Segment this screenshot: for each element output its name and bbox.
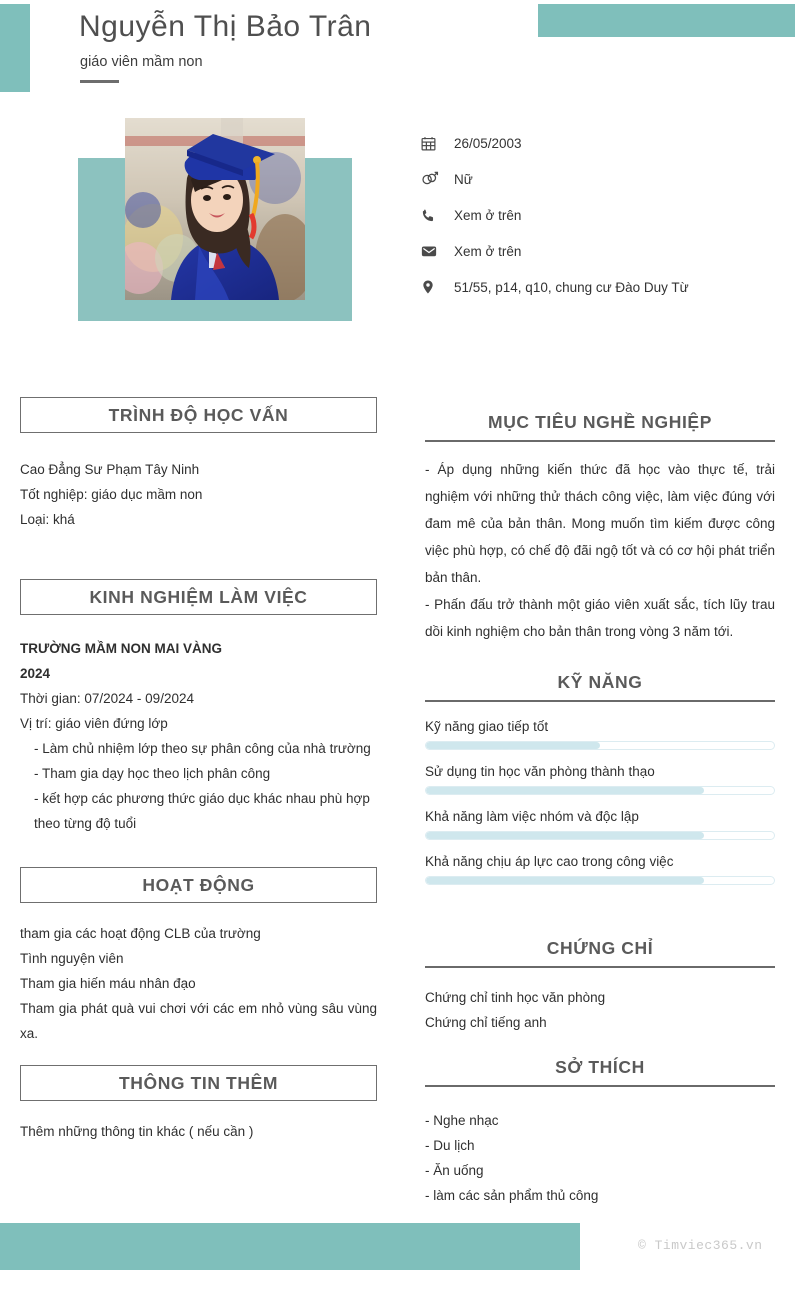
experience-time: Thời gian: 07/2024 - 09/2024: [20, 691, 194, 706]
section-activities: [20, 867, 377, 1046]
skill-item: [425, 809, 775, 840]
experience-duty: - Tham gia dạy học theo lịch phân công: [34, 766, 271, 781]
experience-company: TRƯỜNG MẦM NON MAI VÀNG: [20, 641, 222, 656]
activity-line: tham gia các hoạt động CLB của trường: [20, 926, 261, 941]
activities-heading: HOẠT ĐỘNG: [20, 867, 377, 903]
section-experience: [20, 579, 377, 836]
section-additional-info: [20, 1065, 377, 1144]
hobbies-heading: SỞ THÍCH: [425, 1057, 775, 1087]
experience-duty: - kết hợp các phương thức giáo dục khác nhau phù hợp: [34, 791, 370, 806]
education-line: Tốt nghiệp: giáo dục mầm non: [20, 487, 203, 502]
contact-row-email: [420, 233, 790, 269]
activity-paragraph: Tham gia phát quà vui chơi với các em nhỏ vùng sâu vùng xa.: [20, 1001, 377, 1041]
calendar-icon: [420, 135, 454, 152]
hobby-line: - Ăn uống: [425, 1163, 484, 1178]
contact-value-address: 51/55, p14, q10, chung cư Đào Duy Từ: [454, 279, 689, 295]
objective-heading: MỤC TIÊU NGHỀ NGHIỆP: [425, 412, 775, 442]
contact-row-phone: [420, 197, 790, 233]
teal-accent-left-top: [0, 4, 30, 92]
contact-row-address: [420, 269, 790, 305]
contact-value-email: Xem ở trên: [454, 243, 522, 259]
contact-value-phone: Xem ở trên: [454, 207, 522, 223]
hobby-line: - làm các sản phẩm thủ công: [425, 1188, 599, 1203]
objective-paragraph-2: - Phấn đấu trở thành một giáo viên xuất sắc, tích lũy trau dồi kinh nghiệm cho bản thân trong vòng 3 năm tới.: [425, 597, 775, 639]
gender-icon: [420, 170, 454, 189]
additional-info-line: Thêm những thông tin khác ( nếu cần ): [20, 1124, 254, 1139]
education-line: Loại: khá: [20, 512, 75, 527]
experience-duty: - Làm chủ nhiệm lớp theo sự phân công của nhà trường: [34, 741, 371, 756]
skill-progress-track: [425, 741, 775, 750]
skill-progress-track: [425, 831, 775, 840]
location-pin-icon: [420, 278, 454, 296]
education-line: Cao Đẳng Sư Phạm Tây Ninh: [20, 462, 200, 477]
hobby-line: - Du lịch: [425, 1138, 475, 1153]
candidate-job-title: giáo viên mầm non: [80, 54, 203, 70]
phone-icon: [420, 207, 454, 224]
contact-row-gender: [420, 161, 790, 197]
watermark: © Timviec365.vn: [638, 1238, 763, 1253]
skill-label: Khả năng làm việc nhóm và độc lập: [425, 809, 639, 824]
skill-progress-track: [425, 786, 775, 795]
job-title-underline: [80, 80, 119, 83]
education-heading: TRÌNH ĐỘ HỌC VẤN: [20, 397, 377, 433]
section-objective: [425, 412, 775, 645]
skill-item: [425, 764, 775, 795]
experience-duty: theo từng độ tuổi: [34, 816, 137, 831]
skill-label: Kỹ năng giao tiếp tốt: [425, 719, 549, 734]
hobby-line: - Nghe nhạc: [425, 1113, 499, 1128]
skill-label: Khả năng chịu áp lực cao trong công việc: [425, 854, 674, 869]
section-hobbies: [425, 1057, 775, 1208]
skill-progress-fill: [426, 742, 600, 749]
skill-progress-fill: [426, 832, 704, 839]
section-certificates: [425, 938, 775, 1035]
contact-value-birthday: 26/05/2003: [454, 135, 522, 151]
certificate-line: Chứng chỉ tinh học văn phòng: [425, 990, 606, 1005]
experience-heading: KINH NGHIỆM LÀM VIỆC: [20, 579, 377, 615]
certificates-heading: CHỨNG CHỈ: [425, 938, 775, 968]
objective-paragraph-1: - Áp dụng những kiến thức đã học vào thực tế, trải nghiệm với những thử thách công việc, làm việc đúng với đam mê của bản thân. Mong muốn tìm kiếm được công việc phù hợp, có chế độ đãi ngộ tốt và có cơ hội phát triển bản thân.: [425, 462, 775, 585]
teal-accent-bottom: [0, 1223, 580, 1270]
skill-progress-fill: [426, 787, 704, 794]
experience-year: 2024: [20, 666, 51, 681]
skill-progress-track: [425, 876, 775, 885]
activity-line: Tham gia hiến máu nhân đạo: [20, 976, 196, 991]
contact-info-list: [420, 125, 790, 305]
certificate-line: Chứng chỉ tiếng anh: [425, 1015, 547, 1030]
skill-label: Sử dụng tin học văn phòng thành thạo: [425, 764, 655, 779]
section-skills: [425, 672, 775, 899]
skill-progress-fill: [426, 877, 704, 884]
email-icon: [420, 242, 454, 260]
skill-item: [425, 854, 775, 885]
experience-position: Vị trí: giáo viên đứng lớp: [20, 716, 168, 731]
section-education: [20, 397, 377, 532]
candidate-name: Nguyễn Thị Bảo Trân: [79, 10, 372, 43]
contact-value-gender: Nữ: [454, 171, 473, 187]
teal-accent-right-top: [538, 4, 795, 37]
additional-info-heading: THÔNG TIN THÊM: [20, 1065, 377, 1101]
contact-row-birthday: [420, 125, 790, 161]
activity-line: Tình nguyện viên: [20, 951, 124, 966]
skill-item: [425, 719, 775, 750]
candidate-photo: [125, 118, 305, 300]
skills-heading: KỸ NĂNG: [425, 672, 775, 702]
